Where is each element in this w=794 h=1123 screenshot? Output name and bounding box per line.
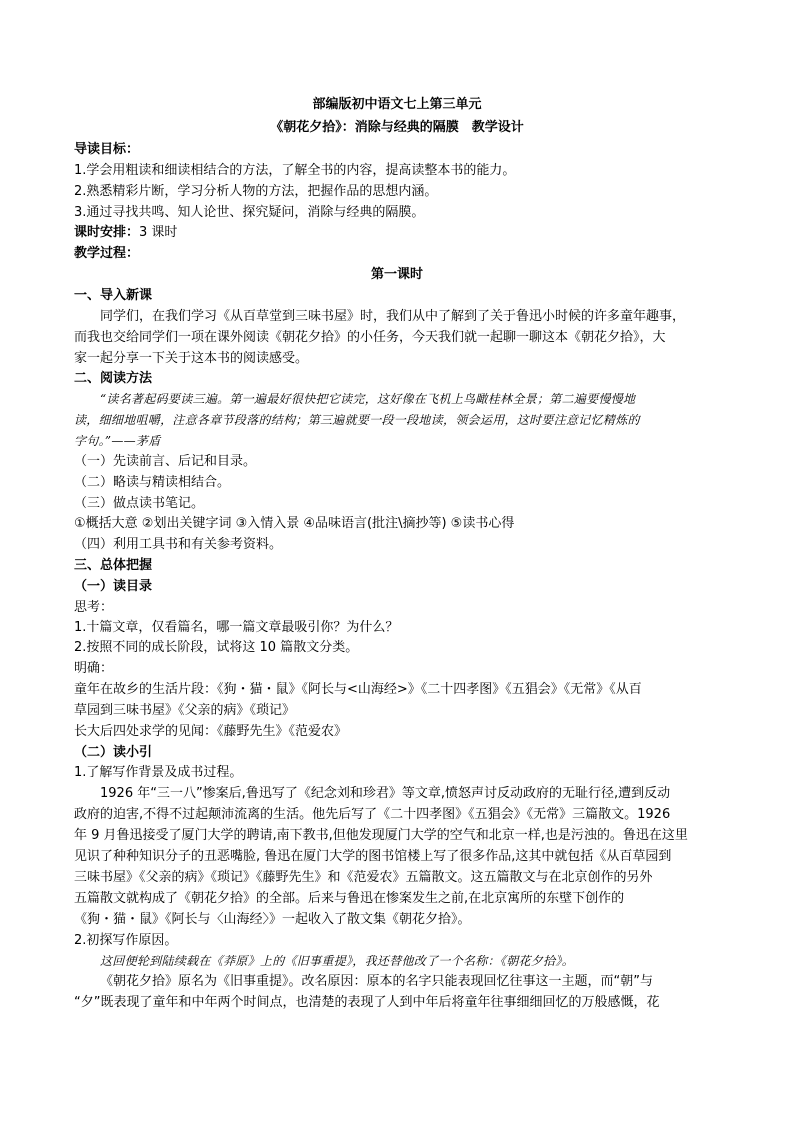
paragraph-line: 《狗・猫・鼠》《阿长与〈山海经〉》一起收入了散文集《朝花夕拾》。 <box>74 912 471 927</box>
quote-line: 读，细细地咀嚼，注意各章节段落的结构；第三遍就要一段一段地读，领会运用，这时要注意记忆精炼的 <box>74 413 640 427</box>
clear-label: 明确： <box>74 661 114 676</box>
subsection-heading: （二）读小引 <box>74 745 153 760</box>
grownup-line: 长大后四处求学的见闻：《藤野先生》《范爱农》 <box>74 724 348 739</box>
paragraph-line: 年 9 月鲁迅接受了厦门大学的聘请,南下教书,但他发现厦门大学的空气和北京一样,也是污浊的。鲁迅在这里 <box>74 828 688 843</box>
method-item: （四）利用工具书和有关参考资料。 <box>74 537 283 552</box>
paragraph-line: 政府的迫害,不得不过起颠沛流离的生活。他先后写了《二十四孝图》《五猖会》《无常》三篇散文。1926 <box>74 807 671 822</box>
paragraph-line: 《朝花夕拾》原名为《旧事重提》。改名原因：原本的名字只能表现回忆往事这一主题，而“朝”与 <box>100 974 653 989</box>
method-item: （二）略读与精读相结合。 <box>74 475 231 490</box>
childhood-line: 草园到三味书屋》《父亲的病》《琐记》 <box>74 703 296 718</box>
paragraph-line: 而我也交给同学们一项在课外阅读《朝花夕拾》的小任务，今天我们就一起聊一聊这本《朝花夕拾》，大 <box>74 330 666 345</box>
quote-line: 这回便轮到陆续载在《莽原》上的《旧事重提》，我还替他改了一个名称：《朝花夕拾》。 <box>100 954 575 968</box>
goal-item: 1.学会用粗读和细读相结合的方法，了解全书的内容，提高读整本书的能力。 <box>74 163 516 178</box>
method-item: （三）做点读书笔记。 <box>74 496 205 511</box>
goal-item: 3.通过寻找共鸣、知人论世、探究疑问，消除与经典的隔膜。 <box>74 205 425 220</box>
doc-subtitle: 《朝花夕拾》：消除与经典的隔膜 教学设计 <box>270 120 524 135</box>
paragraph-line: 1926 年“三一八”惨案后,鲁迅写了《纪念刘和珍君》等文章,愤怒声讨反动政府的无耻行径,遭到反动 <box>100 786 671 801</box>
paragraph-line: 三味书屋》《父亲的病》《琐记》《藤野先生》和《范爱农》五篇散文。这五篇散文与在北京创作的另外 <box>74 870 653 885</box>
schedule-label: 课时安排： <box>74 225 140 240</box>
goal-item: 2.熟悉精彩片断，学习分析人物的方法，把握作品的思想内涵。 <box>74 184 438 199</box>
childhood-line: 童年在故乡的生活片段：《狗・猫・鼠》《阿长与<山海经>》《二十四孝图》《五猖会》《无常》《从百 <box>74 682 642 697</box>
method-item: （一）先读前言、后记和目录。 <box>74 454 257 469</box>
schedule-line <box>74 223 177 243</box>
goals-heading: 导读目标： <box>74 142 140 157</box>
paragraph-line: “夕”既表现了童年和中年两个时间点，也清楚的表现了人到中年后将童年往事细细回忆的万般感慨，花 <box>74 995 660 1010</box>
schedule-value: 3 课时 <box>139 225 178 240</box>
lesson-heading: 第一课时 <box>370 267 423 282</box>
paragraph-line: 家一起分享一下关于这本书的阅读感受。 <box>74 351 309 366</box>
numbered-item: 1.了解写作背景及成书过程。 <box>74 765 243 780</box>
quote-line: 字句。”——茅盾 <box>74 434 161 448</box>
section-heading: 三、总体把握 <box>74 558 153 573</box>
section-heading: 一、导入新课 <box>74 288 153 303</box>
doc-title: 部编版初中语文七上第三单元 <box>312 97 482 112</box>
think-item: 2.按照不同的成长阶段，试将这 10 篇散文分类。 <box>74 640 359 655</box>
process-heading: 教学过程： <box>74 246 140 261</box>
method-item: ①概括大意 ②划出关键字词 ③入情入景 ④品味语言(批注\摘抄等) ⑤读书心得 <box>74 516 515 531</box>
paragraph-line: 同学们，在我们学习《从百草堂到三味书屋》时，我们从中了解到了关于鲁迅小时候的许多童年趣事， <box>100 309 686 324</box>
paragraph-line: 见识了种种知识分子的丑恶嘴脸, 鲁迅在厦门大学的图书馆楼上写了很多作品,这其中就包括《从百草园到 <box>74 849 672 864</box>
numbered-item: 2.初探写作原因。 <box>74 933 178 948</box>
paragraph-line: 五篇散文就构成了《朝花夕拾》的全部。后来与鲁迅在惨案发生之前,在北京寓所的东壁下创作的 <box>74 891 625 906</box>
subsection-heading: （一）读目录 <box>74 579 153 594</box>
quote-line: “读名著起码要读三遍。第一遍最好很快把它读完，这好像在飞机上鸟瞰桂林全景；第二遍要慢慢地 <box>100 392 636 406</box>
think-label: 思考： <box>74 600 114 615</box>
think-item: 1.十篇文章，仅看篇名，哪一篇文章最吸引你？为什么？ <box>74 620 399 635</box>
section-heading: 二、阅读方法 <box>74 371 153 386</box>
